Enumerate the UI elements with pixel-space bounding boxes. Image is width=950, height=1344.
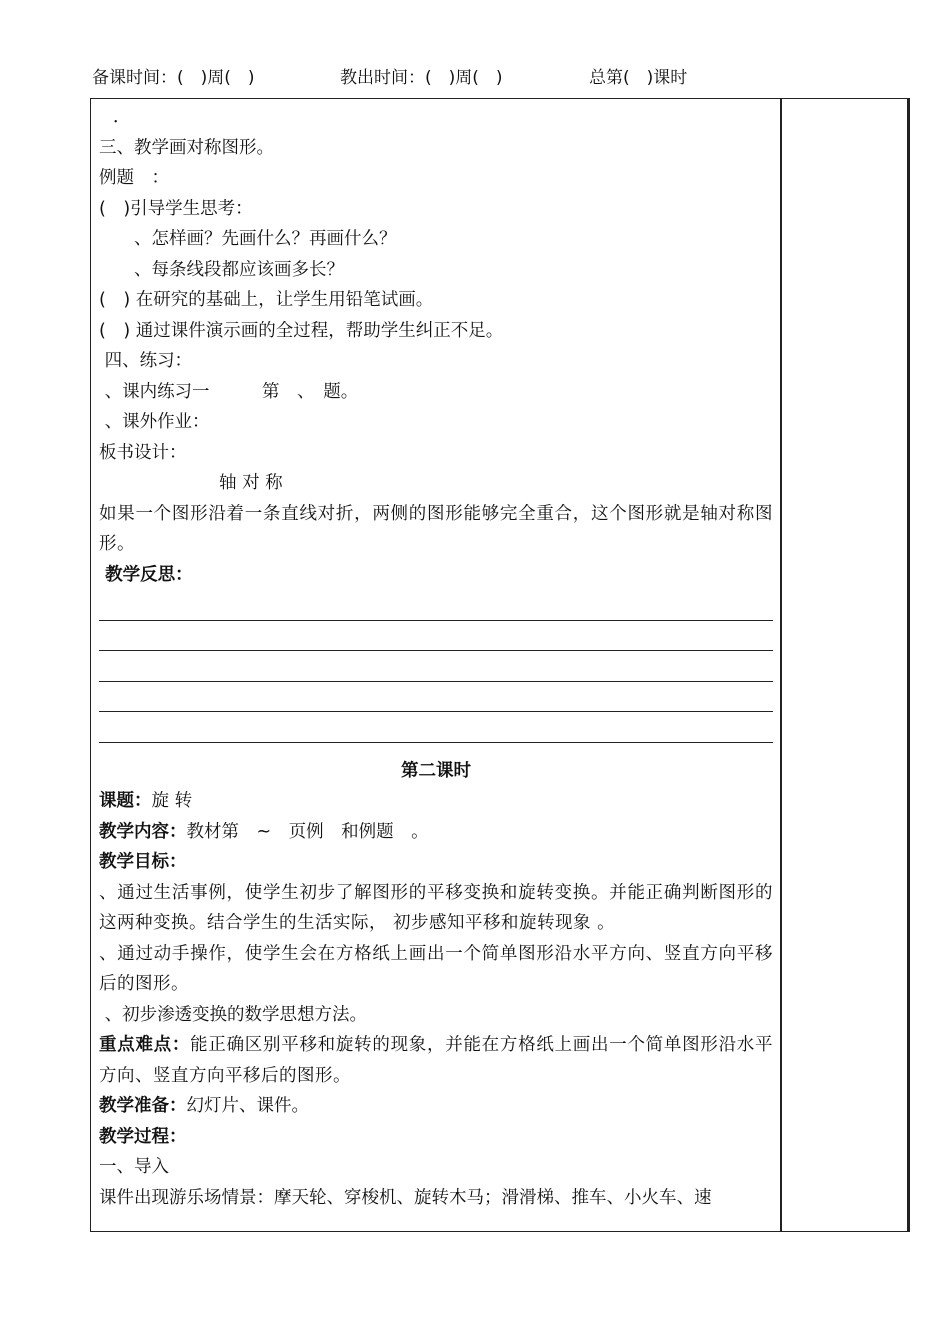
step-1: ( )引导学生思考： [99, 198, 253, 219]
total-lesson: 总第( )课时 [589, 68, 688, 88]
goal-2: 、通过动手操作，使学生会在方格纸上画出一个简单图形沿水平方向、竖直方向平移后的图形。 [99, 943, 773, 994]
reflection-line [99, 682, 773, 713]
question-2: 、每条线段都应该画多长？ [99, 259, 344, 280]
intro-heading: 一、导入 [99, 1157, 169, 1177]
reflection-line [99, 712, 773, 743]
teach-time: 教出时间：( )周( ) [340, 68, 503, 88]
prep-value: 幻灯片、课件。 [186, 1096, 309, 1116]
section-3-heading: 三、教学画对称图形。 [99, 137, 274, 158]
reflection-line [99, 651, 773, 682]
prep-time: 备课时间：( )周( ) [92, 68, 255, 88]
process-label: 教学过程： [99, 1126, 187, 1147]
key-points [99, 1030, 773, 1091]
key-label: 重点难点： [99, 1035, 191, 1055]
topic-value: 旋 转 [151, 791, 193, 811]
exercise-1: 、课内练习一 第 、 题。 [99, 381, 359, 402]
goals-label: 教学目标： [99, 852, 187, 872]
exercise-2: 、课外作业： [99, 412, 210, 432]
content-row [99, 817, 773, 848]
content-label: 教学内容： [99, 821, 187, 842]
lesson-content [99, 102, 773, 1213]
section-4-heading: 四、练习： [99, 351, 193, 371]
reflection-line [99, 590, 773, 621]
column-divider [780, 98, 782, 1232]
content-value: 教材第 ~ 页例 和例题 。 [186, 821, 429, 842]
lesson-2-heading: 第二课时 [401, 760, 471, 781]
board-design-label: 板书设计： [99, 442, 187, 463]
question-1: 、怎样画？先画什么？再画什么？ [99, 229, 397, 249]
goal-1: 、通过生活事例，使学生初步了解图形的平移变换和旋转变换。并能正确判断图形的这两种变换。结合学生的生活实际， 初步感知平移和旋转现象 。 [99, 882, 773, 933]
intro-text: 课件出现游乐场情景：摩天轮、穿梭机、旋转木马；滑滑梯、推车、小火车、速 [99, 1187, 712, 1208]
prep-row [99, 1091, 773, 1122]
step-3: ( ) 通过课件演示画的全过程，帮助学生纠正不足。 [99, 320, 504, 341]
continuation-dot: ． [113, 107, 131, 127]
page-header [92, 66, 688, 90]
reflection-line [99, 621, 773, 652]
reflection-label: 教学反思： [99, 564, 193, 585]
board-text: 如果一个图形沿着一条直线对折，两侧的图形能够完全重合，这个图形就是轴对称图形。 [99, 503, 773, 554]
board-title: 轴 对 称 [219, 473, 283, 493]
table-double-border [907, 98, 909, 1232]
topic-row [99, 786, 773, 817]
prep-label: 教学准备： [99, 1096, 187, 1116]
step-2: ( ) 在研究的基础上，让学生用铅笔试画。 [99, 290, 434, 310]
topic-label: 课题： [99, 791, 152, 811]
goal-3: 、初步渗透变换的数学思想方法。 [99, 1004, 368, 1025]
example-label: 例题 ： [99, 168, 169, 188]
key-value: 能正确区别平移和旋转的现象，并能在方格纸上画出一个简单图形沿水平方向、竖直方向平移后的图形。 [99, 1035, 774, 1086]
